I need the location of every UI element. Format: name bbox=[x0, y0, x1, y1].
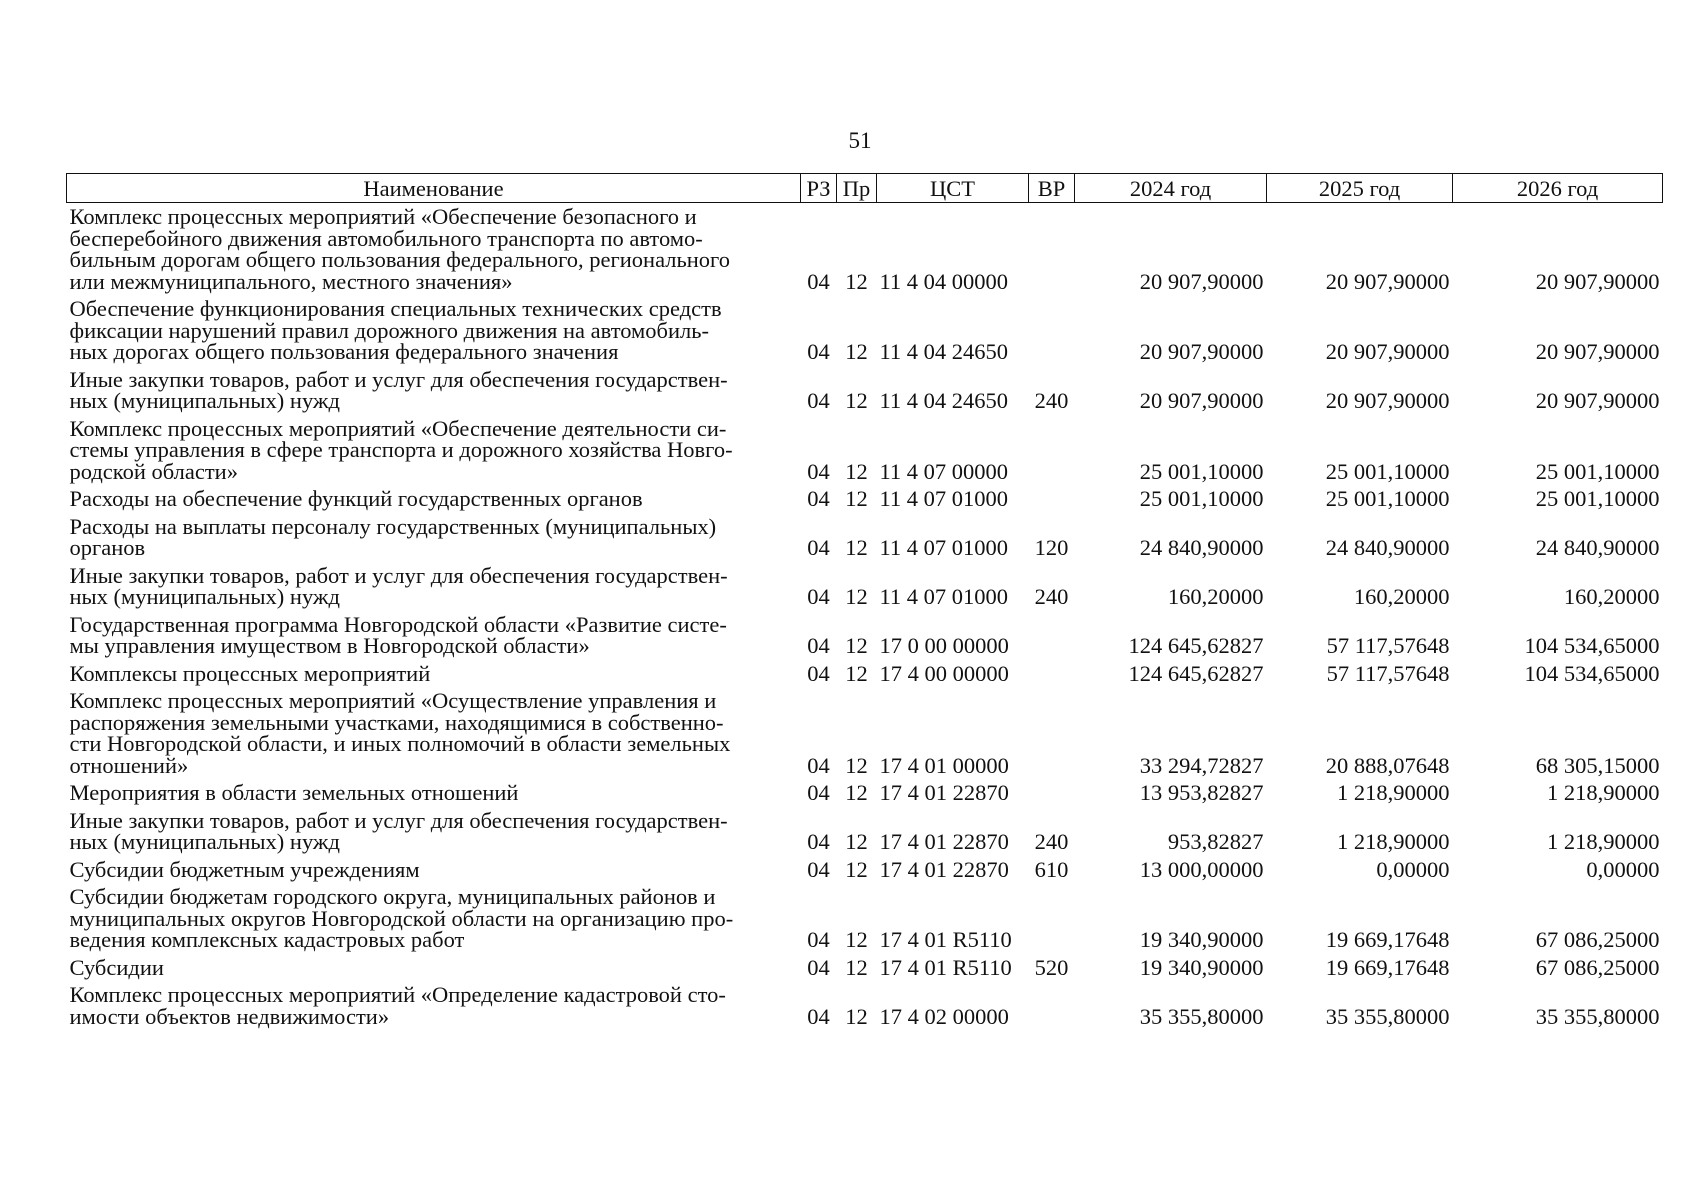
table-row bbox=[67, 513, 1663, 562]
row-amount-2024: 20 907,90000 bbox=[1139, 339, 1264, 364]
row-name-line: Иные закупки товаров, работ и услуг для обеспечения государствен- bbox=[69, 562, 728, 588]
table-row bbox=[67, 981, 1663, 1030]
row-name-line: фиксации нарушений правил дорожного движения на автомобиль- bbox=[69, 317, 710, 343]
row-amount-2026: 68 305,15000 bbox=[1535, 752, 1660, 778]
row-name bbox=[67, 687, 801, 779]
row-name bbox=[67, 779, 801, 807]
row-name-line: стемы управления в сфере транспорта и дорожного хозяйства Новго- bbox=[69, 437, 733, 462]
row-rz: 04 bbox=[807, 633, 830, 658]
row-cst: 11 4 04 24650 bbox=[879, 388, 1009, 413]
row-name-line: ных дорогах общего пользования федерального значения bbox=[69, 339, 619, 364]
row-amount-2026: 1 218,90000 bbox=[1547, 780, 1660, 805]
row-rz: 04 bbox=[807, 927, 830, 952]
row-pr: 12 bbox=[845, 660, 868, 686]
row-name-line: Комплекс процессных мероприятий «Обеспечение деятельности си- bbox=[69, 415, 727, 441]
budget-table bbox=[66, 173, 1663, 1030]
row-amount-2024: 33 294,72827 bbox=[1139, 752, 1264, 778]
row-name-line: ных (муниципальных) нужд bbox=[69, 388, 340, 413]
row-amount-2025: 57 117,57648 bbox=[1326, 660, 1450, 686]
row-amount-2026: 35 355,80000 bbox=[1535, 1003, 1660, 1029]
row-rz: 04 bbox=[807, 1003, 830, 1029]
row-name-line: Иные закупки товаров, работ и услуг для обеспечения государствен- bbox=[69, 807, 728, 833]
row-name-line: Мероприятия в области земельных отношений bbox=[69, 780, 519, 805]
row-vr bbox=[1029, 415, 1075, 486]
row-amount-2025: 1 218,90000 bbox=[1337, 780, 1450, 805]
row-pr: 12 bbox=[845, 268, 868, 294]
row-amount-2024: 13 953,82827 bbox=[1139, 780, 1264, 805]
row-amount-2026: 20 907,90000 bbox=[1535, 268, 1660, 294]
row-name-line: ведения комплексных кадастровых работ bbox=[69, 927, 465, 952]
row-amount-2025: 57 117,57648 bbox=[1326, 633, 1450, 658]
row-amount-2026: 24 840,90000 bbox=[1535, 535, 1660, 560]
row-amount-2026: 67 086,25000 bbox=[1535, 954, 1660, 980]
row-amount-2024: 19 340,90000 bbox=[1139, 954, 1264, 980]
row-amount-2025: 19 669,17648 bbox=[1325, 954, 1450, 980]
row-amount-2025: 20 888,07648 bbox=[1325, 752, 1450, 778]
row-amount-2025: 20 907,90000 bbox=[1325, 268, 1450, 294]
row-amount-2024: 13 000,00000 bbox=[1139, 856, 1264, 882]
row-cst: 17 4 01 00000 bbox=[879, 752, 1009, 778]
row-amount-2024: 124 645,62827 bbox=[1128, 660, 1264, 686]
row-vr: 520 bbox=[1034, 954, 1069, 980]
row-pr: 12 bbox=[845, 339, 868, 364]
row-rz: 04 bbox=[807, 584, 830, 609]
row-name bbox=[67, 203, 801, 296]
row-name bbox=[67, 415, 801, 486]
row-rz: 04 bbox=[807, 486, 830, 511]
table-header-row bbox=[67, 174, 1663, 203]
row-cst: 11 4 04 00000 bbox=[879, 268, 1009, 294]
row-cst: 17 0 00 00000 bbox=[879, 633, 1009, 658]
row-amount-2025: 1 218,90000 bbox=[1337, 829, 1450, 854]
col-header-2025: 2025 год bbox=[1267, 174, 1453, 203]
row-name-line: отношений» bbox=[69, 752, 189, 778]
row-name bbox=[67, 883, 801, 954]
row-name-line: Расходы на обеспечение функций государственных органов bbox=[69, 486, 643, 511]
row-amount-2025: 25 001,10000 bbox=[1325, 486, 1450, 511]
row-cst: 17 4 01 R5110 bbox=[879, 927, 1012, 952]
row-amount-2024: 953,82827 bbox=[1167, 829, 1264, 854]
table-row bbox=[67, 883, 1663, 954]
row-name-line: сти Новгородской области, и иных полномочий в области земельных bbox=[69, 731, 731, 756]
row-amount-2026: 67 086,25000 bbox=[1535, 927, 1660, 952]
row-name-line: Государственная программа Новгородской области «Развитие систе- bbox=[69, 611, 727, 637]
row-vr bbox=[1029, 295, 1075, 366]
row-name-line: или межмуниципального, местного значения» bbox=[69, 268, 513, 294]
row-pr: 12 bbox=[845, 535, 868, 560]
row-cst: 17 4 02 00000 bbox=[879, 1003, 1009, 1029]
row-pr: 12 bbox=[845, 954, 868, 980]
row-amount-2024: 20 907,90000 bbox=[1139, 388, 1264, 413]
col-header-2026: 2026 год bbox=[1453, 174, 1663, 203]
row-pr: 12 bbox=[845, 633, 868, 658]
row-amount-2026: 104 534,65000 bbox=[1524, 633, 1660, 658]
row-amount-2026: 25 001,10000 bbox=[1535, 486, 1660, 511]
row-cst: 11 4 07 00000 bbox=[879, 458, 1009, 484]
row-vr bbox=[1029, 660, 1075, 688]
col-header-rz: РЗ bbox=[801, 174, 837, 203]
row-rz: 04 bbox=[807, 829, 830, 854]
row-amount-2025: 19 669,17648 bbox=[1325, 927, 1450, 952]
table-row bbox=[67, 660, 1663, 688]
row-amount-2026: 104 534,65000 bbox=[1524, 660, 1660, 686]
row-amount-2026: 20 907,90000 bbox=[1535, 339, 1660, 364]
row-name-line: мы управления имуществом в Новгородской области» bbox=[69, 633, 590, 658]
col-header-vr: ВР bbox=[1029, 174, 1075, 203]
row-name bbox=[67, 807, 801, 856]
row-vr bbox=[1029, 883, 1075, 954]
row-amount-2025: 35 355,80000 bbox=[1325, 1003, 1450, 1029]
row-pr: 12 bbox=[845, 388, 868, 413]
row-pr: 12 bbox=[845, 584, 868, 609]
row-rz: 04 bbox=[807, 268, 830, 294]
row-amount-2024: 160,20000 bbox=[1167, 584, 1264, 609]
row-amount-2024: 35 355,80000 bbox=[1139, 1003, 1264, 1029]
row-amount-2025: 20 907,90000 bbox=[1325, 388, 1450, 413]
row-rz: 04 bbox=[807, 339, 830, 364]
row-vr: 240 bbox=[1034, 584, 1069, 609]
row-name bbox=[67, 295, 801, 366]
row-vr bbox=[1029, 981, 1075, 1030]
row-pr: 12 bbox=[845, 829, 868, 854]
row-name-line: ных (муниципальных) нужд bbox=[69, 829, 340, 854]
row-name-line: бильным дорогам общего пользования федерального, регионального bbox=[69, 247, 730, 272]
row-cst: 11 4 07 01000 bbox=[879, 535, 1009, 560]
row-pr: 12 bbox=[845, 780, 868, 805]
table-row bbox=[67, 203, 1663, 296]
row-name bbox=[67, 485, 801, 513]
row-amount-2024: 25 001,10000 bbox=[1139, 458, 1264, 484]
row-name-line: Комплекс процессных мероприятий «Определение кадастровой сто- bbox=[69, 982, 726, 1007]
row-pr: 12 bbox=[845, 1003, 868, 1029]
row-name bbox=[67, 611, 801, 660]
col-header-pr: Пр bbox=[837, 174, 877, 203]
row-amount-2025: 25 001,10000 bbox=[1325, 458, 1450, 484]
row-amount-2026: 0,00000 bbox=[1586, 856, 1660, 882]
table-row bbox=[67, 562, 1663, 611]
row-name bbox=[67, 856, 801, 884]
row-rz: 04 bbox=[807, 856, 830, 882]
row-pr: 12 bbox=[845, 486, 868, 511]
row-name-line: Комплекс процессных мероприятий «Осуществление управления и bbox=[69, 688, 717, 713]
table-row bbox=[67, 611, 1663, 660]
row-amount-2025: 20 907,90000 bbox=[1325, 339, 1450, 364]
row-name-line: Обеспечение функционирования специальных технических средств bbox=[69, 296, 722, 321]
row-pr: 12 bbox=[845, 458, 868, 484]
table-row bbox=[67, 415, 1663, 486]
row-amount-2025: 0,00000 bbox=[1376, 856, 1450, 882]
row-name bbox=[67, 981, 801, 1030]
row-cst: 17 4 01 R5110 bbox=[879, 954, 1012, 980]
row-name-line: муниципальных округов Новгородской области на организацию про- bbox=[69, 905, 734, 931]
row-rz: 04 bbox=[807, 780, 830, 805]
row-cst: 17 4 00 00000 bbox=[879, 660, 1009, 686]
row-name-line: органов bbox=[69, 535, 146, 560]
row-amount-2024: 19 340,90000 bbox=[1139, 927, 1264, 952]
row-name-line: распоряжения земельными участками, находящимися в собственно- bbox=[69, 709, 724, 735]
row-name bbox=[67, 366, 801, 415]
row-rz: 04 bbox=[807, 954, 830, 980]
row-amount-2025: 160,20000 bbox=[1353, 584, 1450, 609]
row-vr bbox=[1029, 687, 1075, 779]
row-vr bbox=[1029, 779, 1075, 807]
row-name-line: Комплексы процессных мероприятий bbox=[69, 660, 431, 686]
row-name bbox=[67, 562, 801, 611]
row-name-line: Иные закупки товаров, работ и услуг для обеспечения государствен- bbox=[69, 366, 728, 392]
row-rz: 04 bbox=[807, 388, 830, 413]
row-name-line: Расходы на выплаты персоналу государственных (муниципальных) bbox=[69, 513, 717, 539]
row-name-line: Субсидии bbox=[69, 954, 164, 980]
table-row bbox=[67, 807, 1663, 856]
page-number: 51 bbox=[848, 128, 872, 153]
row-name-line: Субсидии бюджетным учреждениям bbox=[69, 856, 420, 882]
row-pr: 12 bbox=[845, 856, 868, 882]
row-pr: 12 bbox=[845, 927, 868, 952]
row-name-line: Комплекс процессных мероприятий «Обеспечение безопасного и bbox=[69, 204, 697, 229]
row-cst: 11 4 04 24650 bbox=[879, 339, 1009, 364]
table-row bbox=[67, 779, 1663, 807]
table-row bbox=[67, 856, 1663, 884]
row-amount-2026: 160,20000 bbox=[1563, 584, 1660, 609]
table-row bbox=[67, 485, 1663, 513]
row-pr: 12 bbox=[845, 752, 868, 778]
row-amount-2024: 124 645,62827 bbox=[1128, 633, 1264, 658]
row-name-line: имости объектов недвижимости» bbox=[69, 1003, 390, 1029]
row-amount-2026: 25 001,10000 bbox=[1535, 458, 1660, 484]
table-row bbox=[67, 954, 1663, 982]
row-rz: 04 bbox=[807, 660, 830, 686]
row-amount-2024: 20 907,90000 bbox=[1139, 268, 1264, 294]
row-amount-2026: 1 218,90000 bbox=[1547, 829, 1660, 854]
row-name-line: родской области» bbox=[69, 458, 238, 484]
row-cst: 11 4 07 01000 bbox=[879, 584, 1009, 609]
row-rz: 04 bbox=[807, 458, 830, 484]
row-cst: 11 4 07 01000 bbox=[879, 486, 1009, 511]
row-name-line: ных (муниципальных) нужд bbox=[69, 584, 340, 609]
row-rz: 04 bbox=[807, 752, 830, 778]
row-cst: 17 4 01 22870 bbox=[879, 856, 1009, 882]
row-name-line: бесперебойного движения автомобильного транспорта по автомо- bbox=[69, 225, 703, 251]
row-vr bbox=[1029, 485, 1075, 513]
table-row bbox=[67, 366, 1663, 415]
row-cst: 17 4 01 22870 bbox=[879, 780, 1009, 805]
col-header-name: Наименование bbox=[67, 174, 801, 203]
table-row bbox=[67, 295, 1663, 366]
row-name-line: Субсидии бюджетам городского округа, муниципальных районов и bbox=[69, 884, 716, 909]
row-vr: 240 bbox=[1034, 388, 1069, 413]
row-vr: 120 bbox=[1034, 535, 1069, 560]
row-amount-2024: 25 001,10000 bbox=[1139, 486, 1264, 511]
row-vr: 240 bbox=[1034, 829, 1069, 854]
row-name bbox=[67, 513, 801, 562]
row-vr: 610 bbox=[1034, 856, 1069, 882]
row-amount-2026: 20 907,90000 bbox=[1535, 388, 1660, 413]
row-name bbox=[67, 954, 801, 982]
row-vr bbox=[1029, 611, 1075, 660]
col-header-cst: ЦСТ bbox=[877, 174, 1029, 203]
row-name bbox=[67, 660, 801, 688]
row-rz: 04 bbox=[807, 535, 830, 560]
row-amount-2024: 24 840,90000 bbox=[1139, 535, 1264, 560]
col-header-2024: 2024 год bbox=[1075, 174, 1267, 203]
table-row bbox=[67, 687, 1663, 779]
row-amount-2025: 24 840,90000 bbox=[1325, 535, 1450, 560]
row-vr bbox=[1029, 203, 1075, 296]
row-cst: 17 4 01 22870 bbox=[879, 829, 1009, 854]
